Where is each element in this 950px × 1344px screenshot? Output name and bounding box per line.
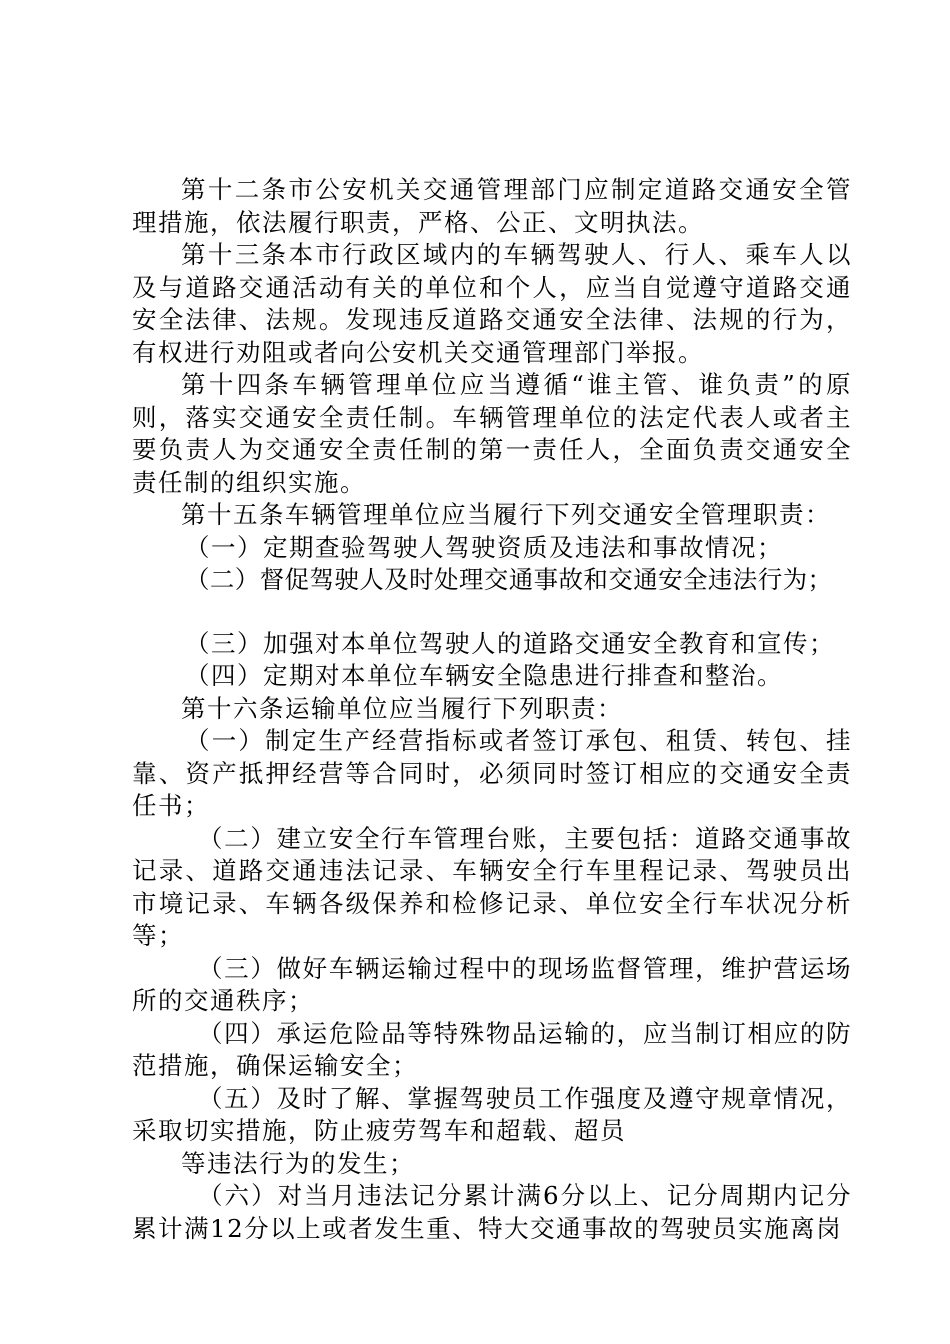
- paragraph-article-15: 第十五条车辆管理单位应当履行下列交通安全管理职责：: [181, 500, 831, 529]
- paragraph-article-14: 第十四条车辆管理单位应当遵循“谁主管、谁负责”的原则，落实交通安全责任制。车辆管理单位的法定代表人或者主要负责人为交通安全责任制的第一责任人，全面负责交通安全责任制的组织实施。: [132, 370, 852, 497]
- list-item-16-1: （一）制定生产经营指标或者签订承包、租赁、转包、挂靠、资产抵押经营等合同时，必须同时签订相应的交通安全责任书；: [132, 726, 852, 820]
- list-item-16-2: （二）建立安全行车管理台账，主要包括：道路交通事故记录、道路交通违法记录、车辆安全行车里程记录、驾驶员出市境记录、车辆各级保养和检修记录、单位安全行车状况分析等；: [132, 823, 852, 950]
- list-item-16-5: （五）及时了解、掌握驾驶员工作强度及遵守规章情况，采取切实措施，防止疲劳驾车和超载、超员: [132, 1083, 852, 1145]
- paragraph-article-12: 第十二条市公安机关交通管理部门应制定道路交通安全管理措施，依法履行职责，严格、公正、文明执法。: [132, 175, 852, 237]
- list-item-16-4: （四）承运危险品等特殊物品运输的，应当制订相应的防范措施，确保运输安全；: [132, 1018, 852, 1080]
- document-page: [132, 174, 852, 1245]
- list-item-16-3: （三）做好车辆运输过程中的现场监督管理，维护营运场所的交通秩序；: [132, 953, 852, 1015]
- list-item-16-6: （六）对当月违法记分累计满6分以上、记分周期内记分累计满12分以上或者发生重、特大交通事故的驾驶员实施离岗: [132, 1181, 852, 1243]
- list-item-15-3: （三）加强对本单位驾驶人的道路交通安全教育和宣传；: [185, 628, 835, 658]
- paragraph-article-13: 第十三条本市行政区域内的车辆驾驶人、行人、乘车人以及与道路交通活动有关的单位和个人，应当自觉遵守道路交通安全法律、法规。发现违反道路交通安全法律、法规的行为，有权进行劝阻或者向公安机关交通管理部门举报。: [132, 240, 852, 367]
- paragraph-article-16: 第十六条运输单位应当履行下列职责：: [181, 693, 623, 723]
- list-item-16-5-continued: 等违法行为的发生；: [181, 1148, 415, 1178]
- list-item-15-4: （四）定期对本单位车辆安全隐患进行排查和整治。: [185, 661, 783, 690]
- list-item-15-2: （二）督促驾驶人及时处理交通事故和交通安全违法行为；: [185, 565, 833, 594]
- blank-line: [132, 597, 852, 628]
- list-item-15-1: （一）定期查验驾驶人驾驶资质及违法和事故情况；: [185, 532, 783, 562]
